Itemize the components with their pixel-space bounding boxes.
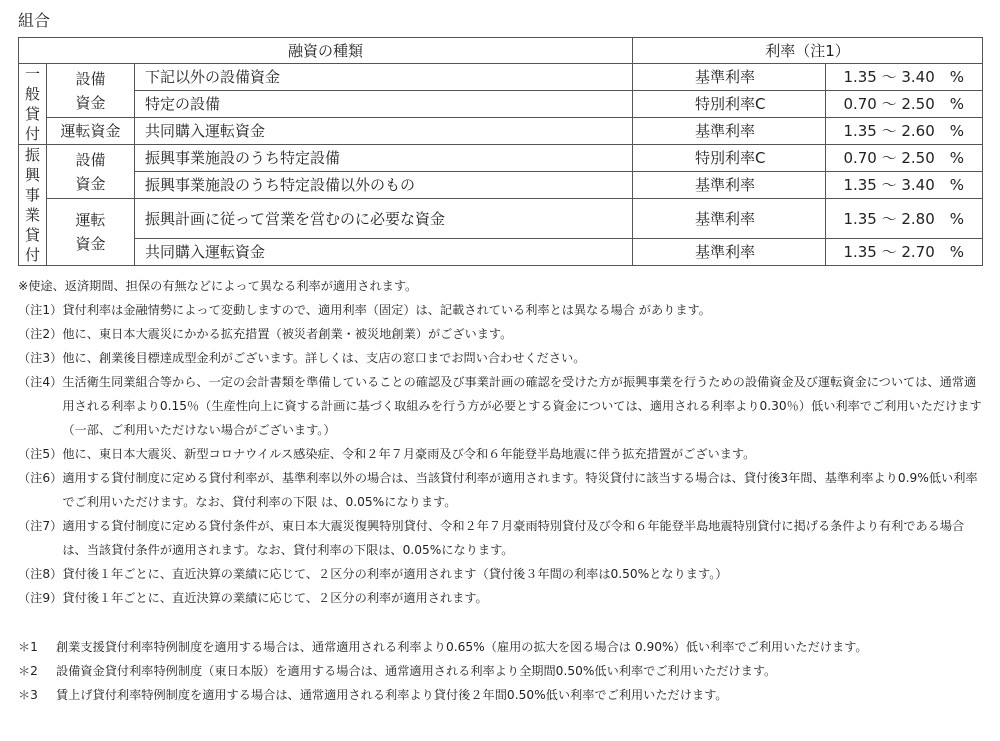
rate-name-cell: 基準利率 (633, 199, 826, 239)
table-row (19, 91, 983, 118)
note-item (18, 562, 986, 586)
rate-range-cell: 0.70 ～ 2.50 % (826, 91, 983, 118)
loan-type-cell: 特定の設備 (135, 91, 633, 118)
note-text: 貸付後１年ごとに、直近決算の業績に応じて、２区分の利率が適用されます（貸付後３年間の利率は0.50%となります。） (62, 567, 728, 581)
note-item (18, 586, 986, 610)
header-rate: 利率（注1） (633, 38, 983, 64)
loan-rate-table (18, 37, 983, 266)
note-text: 他に、創業後目標達成型金利がございます。詳しくは、支店の窓口までお問い合わせください。 (62, 351, 586, 365)
subcategory-equipment-fund: 設備 資金 (47, 64, 135, 118)
note-item (18, 466, 986, 514)
note-item (18, 346, 986, 370)
note-item (18, 442, 986, 466)
subcategory-operating-fund: 運転資金 (47, 118, 135, 145)
note-label: （注9） (18, 591, 63, 605)
rate-name-cell: 基準利率 (633, 239, 826, 266)
star-note-item (18, 659, 986, 683)
note-item (18, 370, 986, 442)
table-header-row (19, 38, 983, 64)
note-text: 適用する貸付制度に定める貸付利率が、基準利率以外の場合は、当該貸付利率が適用されます。特災貸付に該当する場合は、貸付後3年間、基準利率より0.9%低い利率でご利用いただけます。なお、貸付利率の下限 は、0.05%になります。 (62, 471, 978, 509)
rate-range-cell: 1.35 ～ 2.70 % (826, 239, 983, 266)
note-text: 生活衛生同業組合等から、一定の会計書類を準備していることの確認及び事業計画の確認を受けた方が振興事業を行うための設備資金及び運転資金については、通常適用される利率より0.15％（生産性向上に資する計画に基づく取組みを行う方が必要とする資金については、適用される利率より0.30％）低い利率でご利用いただけます（一部、ご利用いただけない場合がございます。） (62, 375, 982, 437)
rate-name-cell: 基準利率 (633, 172, 826, 199)
rate-range-cell: 1.35 ～ 3.40 % (826, 172, 983, 199)
rate-range-cell: 0.70 ～ 2.50 % (826, 145, 983, 172)
loan-type-cell: 振興計画に従って営業を営むのに必要な資金 (135, 199, 633, 239)
star-note-label: ＊3 (18, 688, 38, 702)
table-row (19, 199, 983, 239)
note-label: （注8） (18, 567, 63, 581)
note-item (18, 298, 986, 322)
subcategory-operating-fund: 運転 資金 (47, 199, 135, 266)
note-text: 貸付後１年ごとに、直近決算の業績に応じて、２区分の利率が適用されます。 (62, 591, 488, 605)
rate-range-cell: 1.35 ～ 3.40 % (826, 64, 983, 91)
star-note-text: 設備資金貸付利率特例制度（東日本版）を適用する場合は、通常適用される利率より全期間0.50%低い利率でご利用いただけます。 (56, 664, 777, 678)
star-note-label: ＊1 (18, 640, 38, 654)
loan-type-cell: 共同購入運転資金 (135, 118, 633, 145)
subcategory-equipment-fund: 設備 資金 (47, 145, 135, 199)
note-item (18, 322, 986, 346)
rate-name-cell: 特別利率C (633, 145, 826, 172)
note-label: （注1） (18, 303, 63, 317)
table-row (19, 145, 983, 172)
note-text: 他に、東日本大震災にかかる拡充措置（被災者創業・被災地創業）がございます。 (62, 327, 513, 341)
note-label: （注6） (18, 471, 63, 485)
star-note-text: 創業支援貸付利率特例制度を適用する場合は、通常適用される利率より0.65%（雇用の拡大を図る場合は 0.90%）低い利率でご利用いただけます。 (56, 640, 868, 654)
loan-type-cell: 振興事業施設のうち特定設備 (135, 145, 633, 172)
table-row (19, 172, 983, 199)
header-loan-type: 融資の種類 (19, 38, 633, 64)
note-label: （注4） (18, 375, 63, 389)
note-label: （注2） (18, 327, 63, 341)
note-text: 適用する貸付制度に定める貸付条件が、東日本大震災復興特別貸付、令和２年７月豪雨特別貸付及び令和６年能登半島地震特別貸付に掲げる条件より有利である場合は、当該貸付条件が適用されます。なお、貸付利率の下限は、0.05%になります。 (62, 519, 965, 557)
category-promotion-loan: 振 興 事 業 貸 付 (19, 145, 47, 266)
spacer (18, 610, 986, 635)
note-item (18, 514, 986, 562)
page-title: 組合 (18, 11, 51, 30)
loan-type-cell: 下記以外の設備資金 (135, 64, 633, 91)
table-row (19, 239, 983, 266)
note-text: 他に、東日本大震災、新型コロナウイルス感染症、令和２年７月豪雨及び令和６年能登半島地震に伴う拡充措置がございます。 (62, 447, 756, 461)
rate-name-cell: 特別利率C (633, 91, 826, 118)
notes-section (18, 274, 986, 707)
rate-name-cell: 基準利率 (633, 64, 826, 91)
note-intro: ※使途、返済期間、担保の有無などによって異なる利率が適用されます。 (18, 279, 418, 293)
star-note-list (18, 635, 986, 707)
loan-type-cell: 振興事業施設のうち特定設備以外のもの (135, 172, 633, 199)
note-label: （注3） (18, 351, 63, 365)
rate-range-cell: 1.35 ～ 2.80 % (826, 199, 983, 239)
note-list (18, 298, 986, 610)
table-row (19, 64, 983, 91)
rate-name-cell: 基準利率 (633, 118, 826, 145)
category-general-loan: 一 般 貸 付 (19, 64, 47, 145)
table-row (19, 118, 983, 145)
note-text: 貸付利率は金融情勢によって変動しますので、適用利率（固定）は、記載されている利率とは異なる場合 があります。 (62, 303, 711, 317)
note-label: （注7） (18, 519, 63, 533)
loan-type-cell: 共同購入運転資金 (135, 239, 633, 266)
star-note-label: ＊2 (18, 664, 38, 678)
star-note-item (18, 635, 986, 659)
note-label: （注5） (18, 447, 63, 461)
star-note-text: 賃上げ貸付利率特例制度を適用する場合は、通常適用される利率より貸付後２年間0.50%低い利率でご利用いただけます。 (56, 688, 728, 702)
rate-range-cell: 1.35 ～ 2.60 % (826, 118, 983, 145)
star-note-item (18, 683, 986, 707)
